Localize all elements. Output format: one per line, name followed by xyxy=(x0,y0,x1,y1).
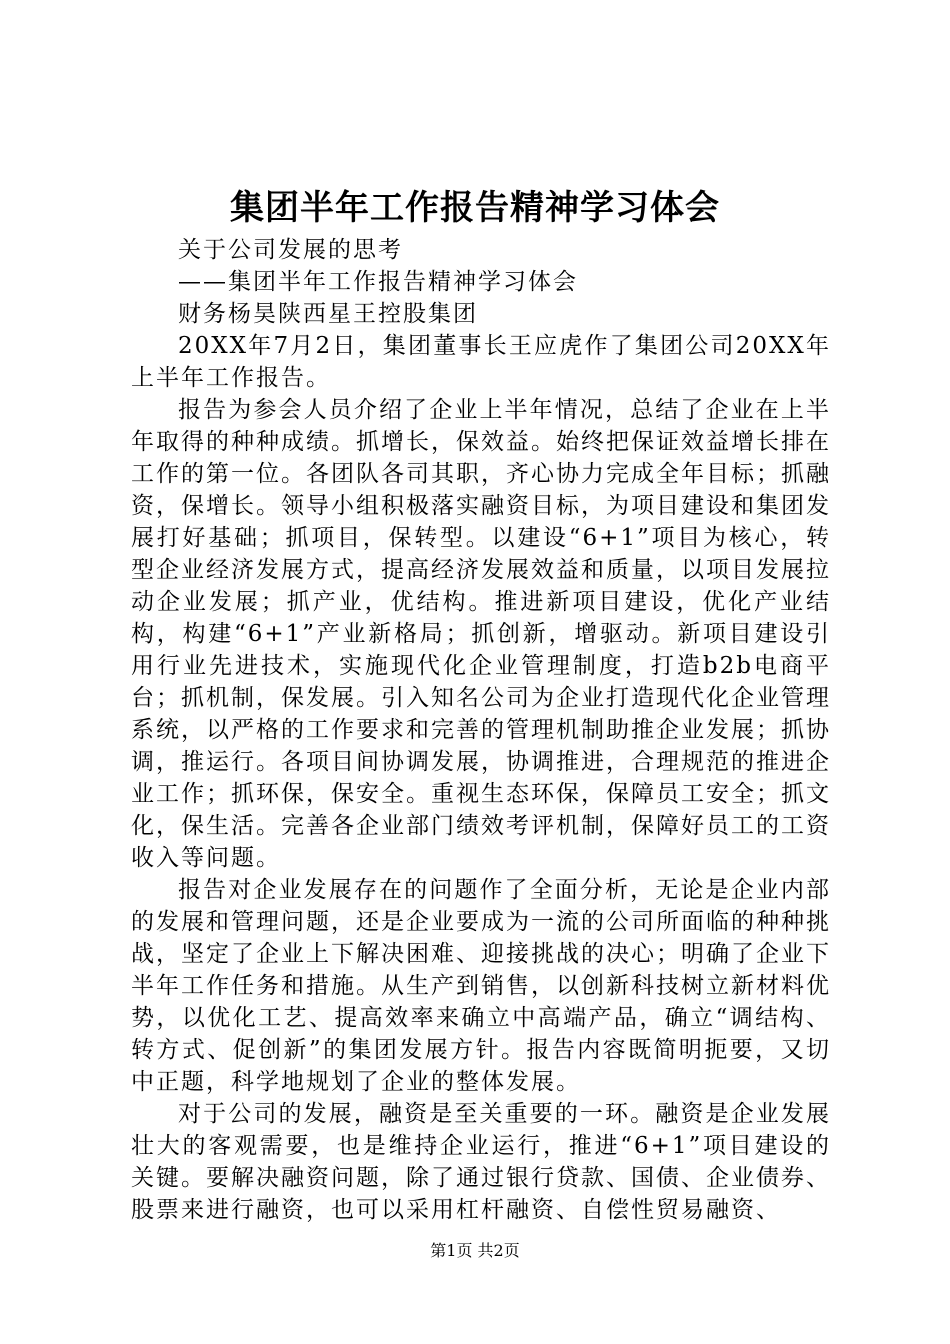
document-title: 集团半年工作报告精神学习体会 xyxy=(230,188,720,228)
paragraph-date: 20XX年7月2日，集团董事长王应虎作了集团公司20XX年上半年工作报告。 xyxy=(131,333,831,391)
paragraph-subtitle: 关于公司发展的思考 xyxy=(178,237,403,263)
paragraph-subtitle-dash: ——集团半年工作报告精神学习体会 xyxy=(178,269,578,295)
paragraph-report-summary: 报告为参会人员介绍了企业上半年情况，总结了企业在上半年取得的种种成绩。抓增长，保效益。始终把保证效益增长排在工作的第一位。各团队各司其职，齐心协力完成全年目标；抓融资，保增长。领导小组积极落实融资目标，为项目建设和集团发展打好基础；抓项目，保转型。以建设“6+1”项目为核心，转型企业经济发展方式，提高经济发展效益和质量，以项目发展拉动企业发展；抓产业，优结构。推进新项目建设，优化产业结构，构建“6+1”产业新格局；抓创新，增驱动。新项目建设引用行业先进技术，实施现代化企业管理制度，打造b2b电商平台；抓机制，保发展。引入知名公司为企业打造现代化企业管理系统，以严格的工作要求和完善的管理机制助推企业发展；抓协调，推运行。各项目间协调发展，协调推进，合理规范的推进企业工作；抓环保，保安全。重视生态环保，保障员工安全；抓文化，保生活。完善各企业部门绩效考评机制，保障好员工的工资收入等问题。 xyxy=(131,397,831,871)
document-body xyxy=(131,234,831,1226)
paragraph-financing: 对于公司的发展，融资是至关重要的一环。融资是企业发展壮大的客观需要，也是维持企业运行，推进“6+1”项目建设的关键。要解决融资问题，除了通过银行贷款、国债、企业债券、股票来进行融资，也可以采用杠杆融资、自偿性贸易融资、 xyxy=(131,1101,831,1223)
paragraph-report-analysis: 报告对企业发展存在的问题作了全面分析，无论是企业内部的发展和管理问题，还是企业要成为一流的公司所面临的种种挑战，坚定了企业上下解决困难、迎接挑战的决心；明确了企业下半年工作任务和措施。从生产到销售，以创新科技树立新材料优势，以优化工艺、提高效率来确立中高端产品，确立“调结构、转方式、促创新”的集团发展方针。报告内容既简明扼要，又切中正题，科学地规划了企业的整体发展。 xyxy=(131,877,831,1095)
paragraph-author: 财务杨昊陕西星王控股集团 xyxy=(178,301,478,327)
page-footer: 第1页 共2页 xyxy=(430,1241,520,1260)
